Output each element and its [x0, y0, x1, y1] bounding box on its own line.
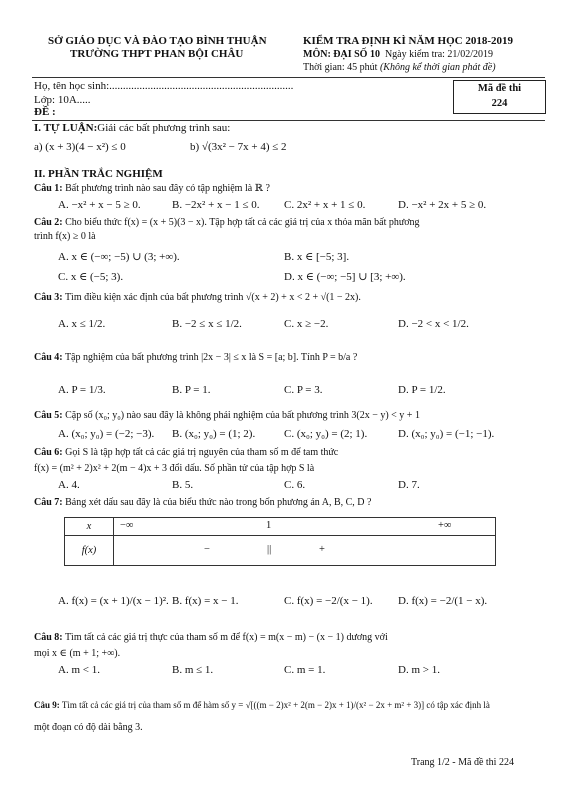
q4-option-a: A. P = 1/3. — [58, 384, 106, 396]
q3-text: Tìm điều kiện xác định của bất phương trình √(x + 2) + x < 2 + √(1 − 2x). — [64, 292, 361, 303]
q4-option-b: B. P = 1. — [172, 384, 211, 396]
q2-option-d: D. x ∈ (−∞; −5] ∪ [3; +∞). — [284, 271, 406, 283]
q2-label: Câu 2: — [34, 217, 63, 228]
exam-date: Ngày kiểm tra: 21/02/2019 — [384, 49, 493, 60]
sign-table-fx-row — [114, 536, 496, 566]
q7-option-b: B. f(x) = x − 1. — [172, 595, 239, 607]
q3-option-d: D. −2 < x < 1/2. — [398, 318, 469, 330]
q7-option-d: D. f(x) = −2/(1 − x). — [398, 595, 488, 607]
q1-option-d: D. −x² + 2x + 5 ≥ 0. — [398, 199, 487, 211]
q5-option-a: A. (x₀; y₀) = (−2; −3). — [58, 428, 155, 440]
q5-label: Câu 5: — [34, 410, 63, 421]
q8-text-line2: mọi x ∈ (m + 1; +∞). — [34, 648, 121, 659]
part1-item-a: a) (x + 3)(4 − x²) ≤ 0 — [34, 141, 126, 153]
q7-option-a: A. f(x) = (x + 1)/(x − 1)². — [58, 595, 169, 607]
sign-table-undefined-bar: || — [267, 544, 272, 556]
q5-option-b: B. (x₀; y₀) = (1; 2). — [172, 428, 256, 440]
student-name-line: Họ, tên học sinh:................................................................... — [34, 80, 294, 92]
q5-option-d: D. (x₀; y₀) = (−1; −1). — [398, 428, 495, 440]
sign-table-x-row — [114, 518, 496, 536]
q9-text-line2: một đoạn có độ dài bằng 3. — [34, 722, 143, 733]
q2-text-line2: trình f(x) ≥ 0 là — [34, 231, 96, 242]
q4-option-d: D. P = 1/2. — [398, 384, 446, 396]
sign-table-plus: + — [319, 544, 325, 556]
q2-option-b: B. x ∈ [−5; 3]. — [284, 251, 350, 263]
header-divider — [32, 77, 545, 78]
exam-time: Thời gian: 45 phút — [303, 62, 378, 73]
q3-option-a: A. x ≤ 1/2. — [58, 318, 106, 330]
q5-option-c: C. (x₀; y₀) = (2; 1). — [284, 428, 368, 440]
q6-option-c: C. 6. — [284, 479, 306, 491]
exam-time-note: (Không kể thời gian phát đề) — [379, 62, 496, 73]
q9-text: Tìm tất cả các giá trị của tham số m để hàm số y = √[((m − 2)x² + 2(m − 2)x + 1)/(x² − 2x + m² + 3)] có tập xác định là — [61, 700, 490, 710]
q1-option-c: C. 2x² + x + 1 ≤ 0. — [284, 199, 366, 211]
q2-option-c: C. x ∈ (−5; 3). — [58, 271, 124, 283]
q1-option-a: A. −x² + x − 5 ≥ 0. — [58, 199, 141, 211]
q7-text: Bảng xét dấu sau đây là của biểu thức nào trong bốn phương án A, B, C, D ? — [65, 497, 372, 508]
sign-table-critical-point: 1 — [266, 520, 272, 531]
sign-table-plus-infinity: +∞ — [438, 520, 452, 531]
q6-text: Gọi S là tập hợp tất cả các giá trị nguyên của tham số m để tam thức — [65, 447, 339, 458]
q3-option-b: B. −2 ≤ x ≤ 1/2. — [172, 318, 242, 330]
q8-option-d: D. m > 1. — [398, 664, 440, 676]
q1-option-b: B. −2x² + x − 1 ≤ 0. — [172, 199, 260, 211]
q4-option-c: C. P = 3. — [284, 384, 323, 396]
q6-option-d: D. 7. — [398, 479, 420, 491]
sign-table-fx-header: f(x) — [65, 536, 114, 566]
q4-text: Tập nghiệm của bất phương trình |2x − 3| ≤ x là S = [a; b]. Tính P = b/a ? — [64, 352, 358, 363]
q7-option-c: C. f(x) = −2/(x − 1). — [284, 595, 373, 607]
q6-label: Câu 6: — [34, 447, 63, 458]
q1-label: Câu 1: — [34, 183, 63, 194]
q6-option-a: A. 4. — [58, 479, 80, 491]
q3-label: Câu 3: — [34, 292, 63, 303]
q8-option-a: A. m < 1. — [58, 664, 100, 676]
exam-code: 224 — [491, 98, 508, 109]
q8-option-c: C. m = 1. — [284, 664, 326, 676]
q6-text-line2: f(x) = (m² + 2)x² + 2(m − 4)x + 3 đổi dấu. Số phần tử của tập hợp S là — [34, 463, 315, 474]
school-name: TRƯỜNG THPT PHAN BỘI CHÂU — [70, 48, 244, 60]
q2-option-a: A. x ∈ (−∞; −5) ∪ (3; +∞). — [58, 251, 180, 263]
de-label: ĐỀ : — [34, 106, 56, 118]
info-divider — [32, 120, 545, 121]
q8-label: Câu 8: — [34, 632, 63, 643]
q6-option-b: B. 5. — [172, 479, 194, 491]
q9-label: Câu 9: — [34, 700, 60, 710]
exam-code-label: Mã đề thi — [477, 83, 522, 94]
q5-text: Cặp số (x₀; y₀) nào sau đây là không phải nghiệm của bất phương trình 3(2x − y) < y + 1 — [65, 410, 420, 421]
q8-text: Tìm tất cả các giá trị thực của tham số m để f(x) = m(x − m) − (x − 1) dương với — [64, 632, 388, 643]
exam-code-box — [453, 80, 546, 114]
q8-option-b: B. m ≤ 1. — [172, 664, 214, 676]
part1-item-b: b) √(3x² − 7x + 4) ≤ 2 — [190, 141, 287, 153]
sign-table-minus: − — [204, 544, 210, 556]
sign-table-minus-infinity: −∞ — [120, 520, 134, 531]
page-footer: Trang 1/2 - Mã đề thi 224 — [411, 757, 514, 768]
part1-title: I. TỰ LUẬN: — [34, 122, 98, 134]
exam-title: KIỂM TRA ĐỊNH KÌ NĂM HỌC 2018-2019 — [303, 35, 514, 47]
student-class-line: Lớp: 10A..... — [34, 94, 91, 106]
sign-table-x-header: x — [65, 518, 114, 536]
q2-text: Cho biểu thức f(x) = (x + 5)(3 − x). Tập hợp tất cả các giá trị của x thỏa mãn bất phương — [65, 217, 420, 228]
q7-label: Câu 7: — [34, 497, 63, 508]
part2-title: II. PHẦN TRẮC NGHIỆM — [34, 168, 163, 180]
subject: MÔN: ĐẠI SỐ 10 — [303, 49, 380, 60]
dept-name: SỞ GIÁO DỤC VÀ ĐÀO TẠO BÌNH THUẬN — [48, 35, 267, 47]
sign-table — [64, 517, 496, 566]
q1-text: Bất phương trình nào sau đây có tập nghiệm là ℝ ? — [65, 183, 270, 194]
q4-label: Câu 4: — [34, 352, 63, 363]
part1-desc: Giải các bất phương trình sau: — [97, 122, 231, 134]
q3-option-c: C. x ≥ −2. — [284, 318, 329, 330]
